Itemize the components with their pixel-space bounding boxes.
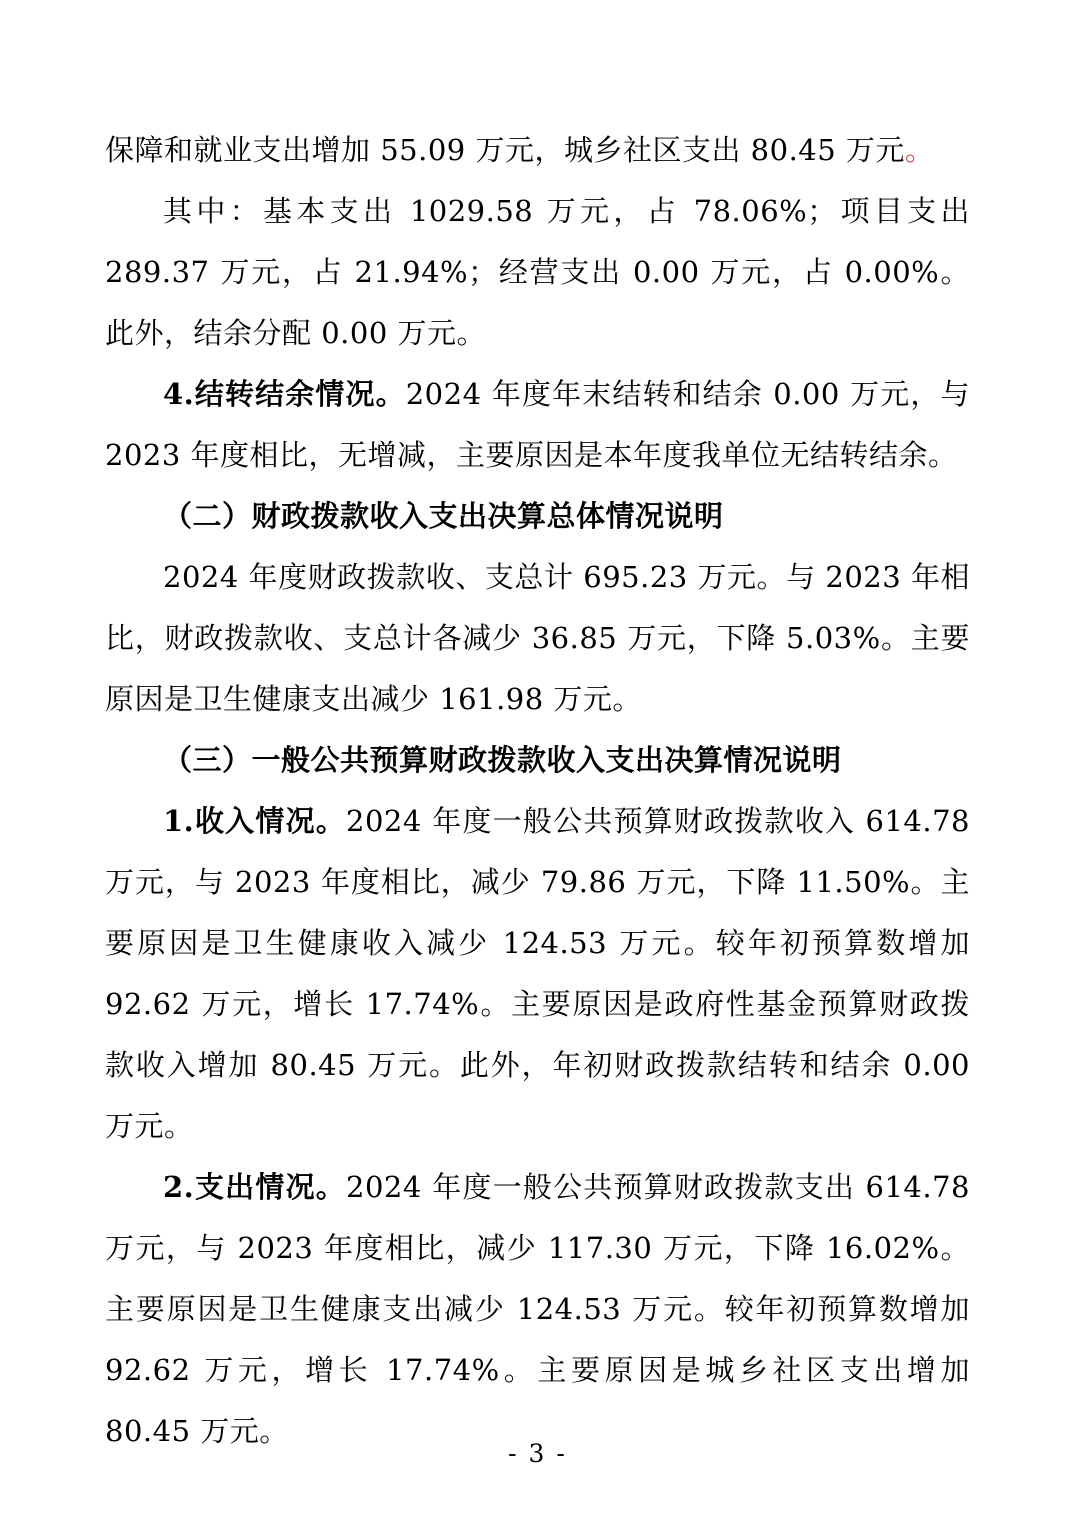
paragraph-text: 其中：基本支出 1029.58 万元，占 78.06%；项目支出 289.37 万元，占 21.94%；经营支出 0.00 万元，占 0.00%。此外，结余分配 0.00 万元。 bbox=[105, 194, 970, 350]
red-punctuation: 。 bbox=[904, 133, 935, 167]
paragraph-expenditure-breakdown bbox=[105, 181, 970, 364]
section-heading-two bbox=[105, 486, 970, 547]
run-in-heading-carryover: 4.结转结余情况。 bbox=[163, 377, 406, 411]
paragraph-text: 保障和就业支出增加 55.09 万元，城乡社区支出 80.45 万元 bbox=[105, 133, 905, 167]
paragraph-carryover-balance bbox=[105, 364, 970, 486]
run-in-heading-income: 1.收入情况。 bbox=[163, 804, 347, 838]
page-number: - 3 - bbox=[508, 1439, 567, 1468]
paragraph-text: 2024 年度一般公共预算财政拨款收入 614.78 万元，与 2023 年度相比，减少 79.86 万元，下降 11.50%。主要原因是卫生健康收入减少 124.53 万元。较年初预算数增加 92.62 万元，增长 17.74%。主要原因是政府性基金预算财政拨款收入增加 80.45 万元。此外，年初财政拨款结转和结余 0.00 万元。 bbox=[105, 804, 970, 1143]
paragraph-fiscal-appropriation-overview bbox=[105, 547, 970, 730]
section-heading-three bbox=[105, 730, 970, 791]
paragraph-income-situation bbox=[105, 791, 970, 1157]
paragraph-text: 2024 年度年末结转和结余 0.00 万元，与 2023 年度相比，无增减，主要原因是本年度我单位无结转结余。 bbox=[105, 377, 970, 472]
heading-text: （二）财政拨款收入支出决算总体情况说明 bbox=[163, 499, 724, 533]
paragraph-text: 2024 年度一般公共预算财政拨款支出 614.78 万元，与 2023 年度相比，减少 117.30 万元，下降 16.02%。主要原因是卫生健康支出减少 124.53 万元。较年初预算数增加 92.62 万元，增长 17.74%。主要原因是城乡社区支出增加 80.45 万元。 bbox=[105, 1170, 970, 1448]
paragraph-expenditure-situation bbox=[105, 1157, 970, 1462]
heading-text: （三）一般公共预算财政拨款收入支出决算情况说明 bbox=[163, 743, 842, 777]
paragraph-continuation bbox=[105, 120, 970, 181]
paragraph-text: 2024 年度财政拨款收、支总计 695.23 万元。与 2023 年相比，财政拨款收、支总计各减少 36.85 万元，下降 5.03%。主要原因是卫生健康支出减少 161.98 万元。 bbox=[105, 560, 970, 716]
document-body bbox=[105, 120, 970, 1462]
run-in-heading-expenditure: 2.支出情况。 bbox=[163, 1170, 347, 1204]
